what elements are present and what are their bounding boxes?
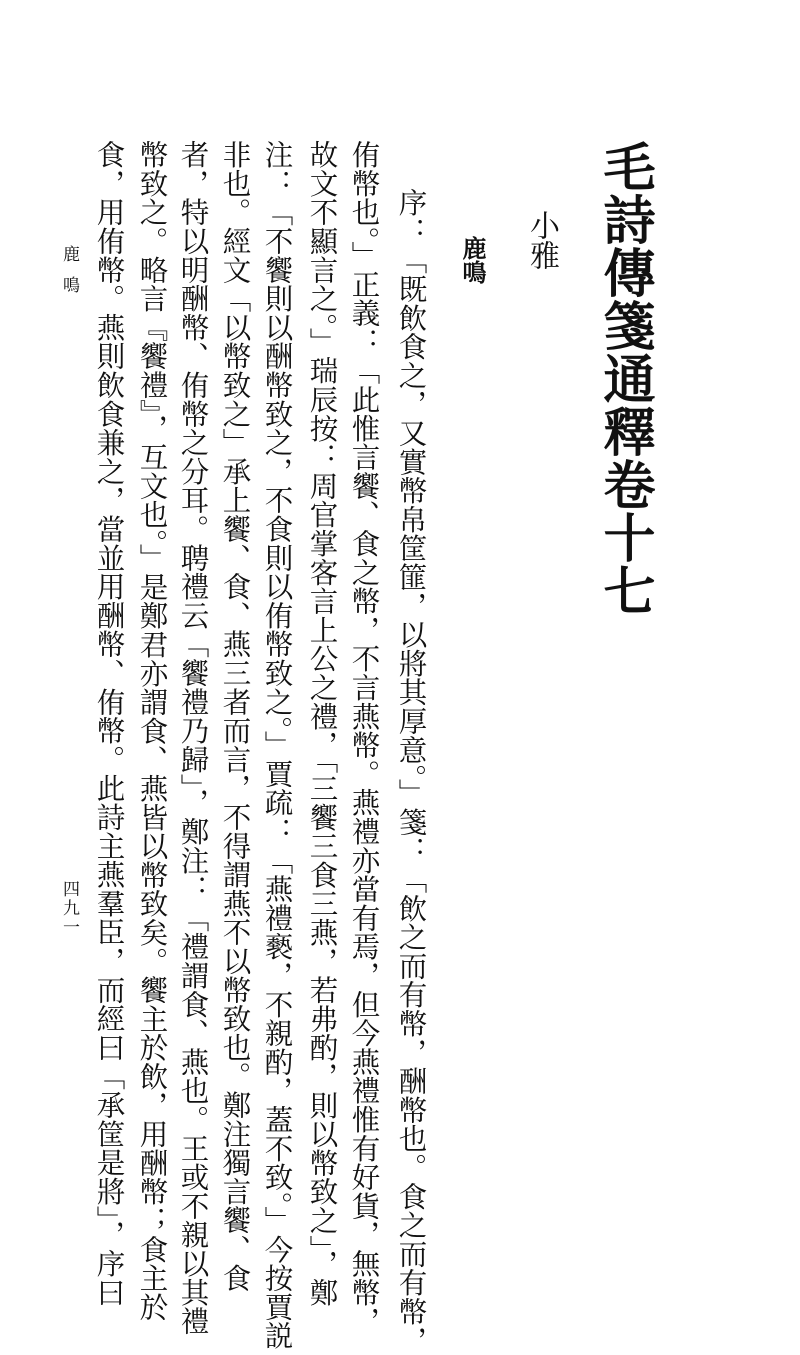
ode-heading: 鹿鳴 [458,236,487,284]
text-line: 序：「既飲食之，又實幣帛筐篚，以將其厚意。」箋：「飲之而有幣，酬幣也。食之而有幣， [394,188,428,1355]
text-line: 幣致之。略言『饗禮』，互文也。」是鄭君亦謂食、燕皆以幣致矣。饗主於飲，用酬幣；食主於 [135,140,169,1322]
text-line: 食，用侑幣。燕則飲食兼之，當並用酬幣、侑幣。此詩主燕羣臣，而經曰「承筐是將」，序曰 [92,140,126,1307]
book-title: 毛詩傳箋通釋卷十七 [594,140,655,617]
text-line: 故文不顯言之。」瑞辰按：周官掌客言上公之禮，「三饗三食三燕，若弗酌，則以幣致之」，鄭 [305,140,339,1307]
text-line: 侑幣也。」正義：「此惟言饗、食之幣，不言燕幣。燕禮亦當有焉，但今燕禮惟有好貨，無幣， [347,140,381,1336]
text-line: 注：「不饗則以酬幣致之，不食則以侑幣致之。」賈疏：「燕禮褻，不親酌，蓋不致。」今按賈説 [260,140,294,1350]
text-line: 非也。經文「以幣致之」承上饗、食、燕三者而言，不得謂燕不以幣致也。鄭注獨言饗、食 [218,140,252,1292]
page-number: 四九一 [59,880,79,937]
text-line: 者，特以明酬幣、侑幣之分耳。聘禮云「饗禮乃歸」，鄭注：「禮謂食、燕也。王或不親以其禮 [176,140,210,1336]
running-head: 鹿鳴 [59,245,79,307]
section-heading: 小雅 [524,210,559,270]
